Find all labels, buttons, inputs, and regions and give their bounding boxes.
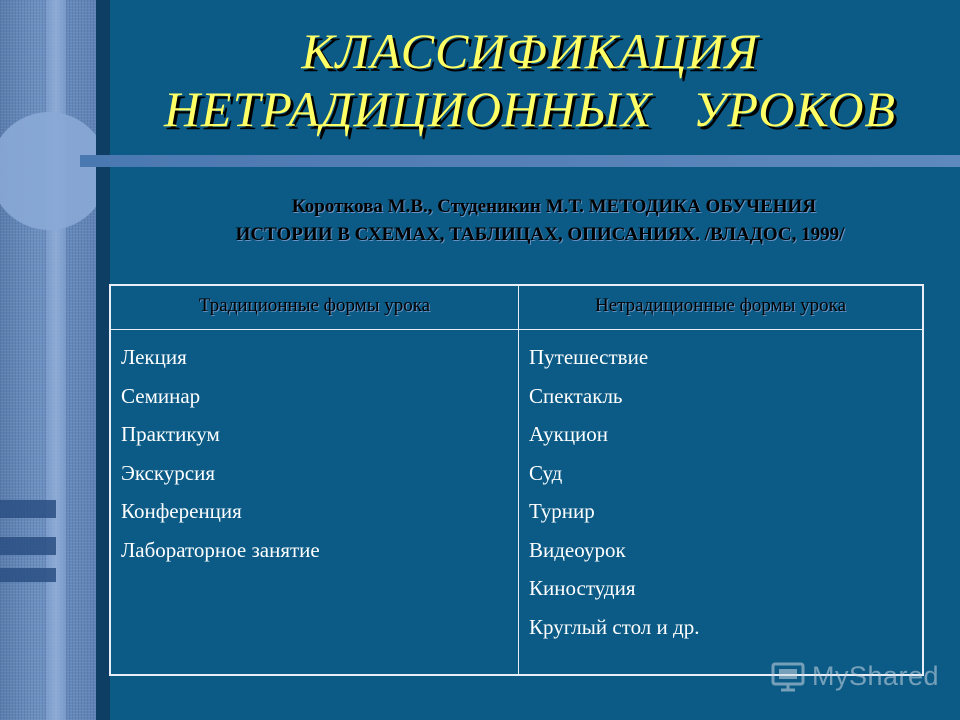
decorative-bar [0, 568, 56, 582]
header-nontraditional: Нетрадиционные формы урока [594, 295, 847, 316]
list-item: Семинар [121, 383, 201, 408]
header-traditional: Традиционные формы урока [198, 295, 431, 316]
list-item: Путешествие [529, 345, 649, 369]
list-item: Турнир [529, 499, 595, 523]
list-item: Суд [529, 460, 563, 485]
list-item: Киностудия [529, 576, 636, 600]
list-item: Конференция [121, 499, 242, 523]
list-item: Видеоурок [529, 537, 626, 562]
list-item: Лабораторное занятие [121, 537, 320, 562]
list-item: Спектакль [529, 383, 623, 408]
column-divider [518, 286, 519, 674]
list-item: Аукцион [529, 422, 609, 446]
decorative-side-panel [0, 0, 96, 720]
list-item: Экскурсия [121, 460, 215, 485]
decorative-vertical-line [96, 0, 110, 720]
traditional-forms-list [121, 338, 320, 569]
title-line: НЕТРАДИЦИОННЫХ УРОКОВ [163, 81, 897, 137]
list-item: Практикум [121, 422, 220, 446]
presentation-icon [770, 658, 806, 694]
decorative-bar [0, 500, 56, 518]
title-line: КЛАССИФИКАЦИЯ [301, 23, 759, 79]
list-item: Лекция [121, 345, 187, 369]
source-reference [120, 193, 960, 249]
watermark [770, 656, 939, 696]
watermark-text: MyShared [812, 660, 940, 691]
decorative-circle [0, 112, 108, 230]
reference-line: ИСТОРИИ В СХЕМАХ, ТАБЛИЦАХ, ОПИСАНИЯХ. /ВЛАДОС, 1999/ [235, 224, 845, 245]
decorative-horizontal-line [80, 155, 960, 167]
header-divider [111, 329, 922, 330]
decorative-bar [0, 537, 56, 555]
lesson-forms-table [109, 284, 924, 676]
slide-title [110, 22, 950, 138]
nontraditional-forms-list [529, 338, 699, 646]
reference-line: Короткова М.В., Студеникин М.Т. МЕТОДИКА ОБУЧЕНИЯ [291, 196, 817, 217]
list-item: Круглый стол и др. [529, 614, 700, 639]
decorative-band [46, 0, 66, 720]
